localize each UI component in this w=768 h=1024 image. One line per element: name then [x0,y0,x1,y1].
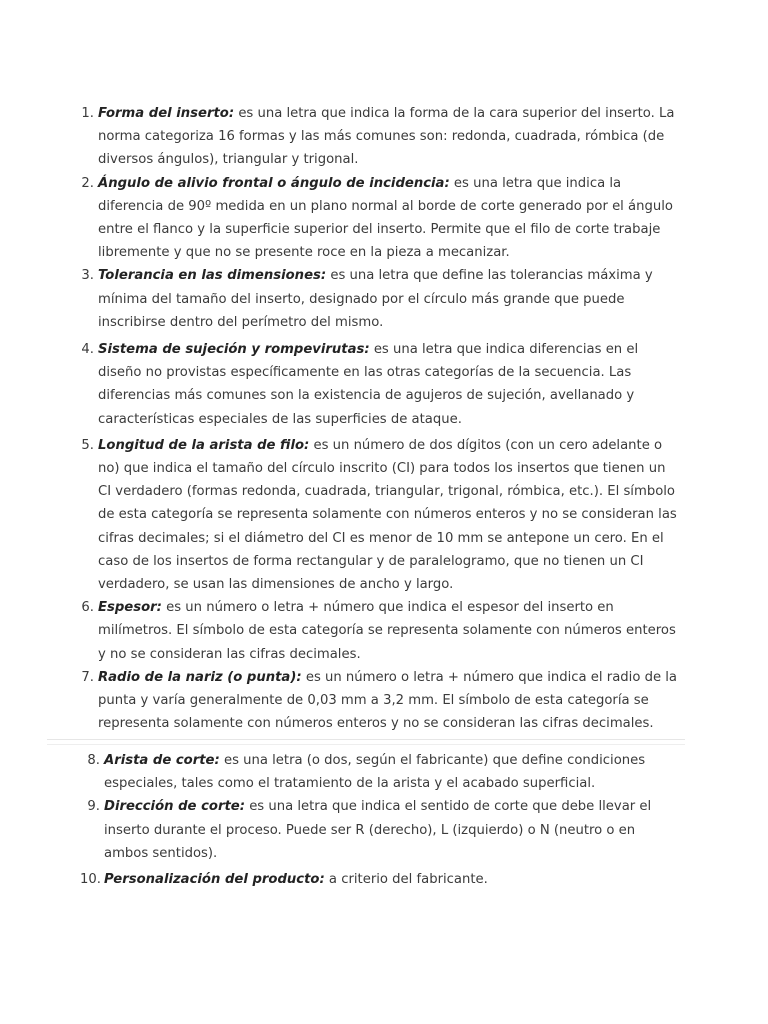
list-item [80,102,680,172]
item-text: es una letra que define las tolerancias máxima y mínima del tamaño del inserto, designado por el círculo más grande que puede inscribirse dentro del perímetro del mismo. [98,268,653,330]
item-number: 1. [81,106,94,121]
item-number: 3. [81,268,94,284]
item-term: Arista de corte: [104,753,220,768]
list-item [80,172,680,265]
item-number: 4. [81,342,94,358]
divider [47,744,685,745]
item-term: Forma del inserto: [98,106,235,121]
item-text: es una letra que indica la diferencia de 90º medida en un plano normal al borde de corte generado por el ángulo entre el flanco y la superficie superior del inserto. Permite que el filo de corte trabaje libremente y que no se presente roce en la pieza a mecanizar. [98,175,673,261]
item-term: Dirección de corte: [104,799,245,815]
definition-list-part2 [80,749,680,891]
item-text: es un número o letra + número que indica el radio de la punta y varía generalmente de 0,03 mm a 3,2 mm. El símbolo de esta categoría se representa solamente con números enteros y no se consideran las cifras decimales. [98,669,678,732]
item-number: 8. [87,753,100,768]
item-term: Ángulo de alivio frontal o ángulo de incidencia: [98,175,450,191]
item-number: 2. [81,175,94,191]
item-text: es un número o letra + número que indica el espesor del inserto en milímetros. El símbolo de esta categoría se representa solamente con números enteros y no se consideran las cifras decimales. [98,600,676,662]
list-item [80,795,680,865]
list-item [80,749,680,795]
list-item [80,338,680,431]
item-number: 10. [80,872,101,888]
item-term: Sistema de sujeción y rompevirutas: [98,342,370,358]
list-item [80,596,680,666]
definition-list-part1 [80,102,680,735]
item-text: es una letra que indica el sentido de corte que debe llevar el inserto durante el proceso. Puede ser R (derecho), L (izquierdo) o N (neutro o en ambos sentidos). [104,799,652,861]
item-term: Personalización del producto: [104,872,325,888]
divider [47,739,685,740]
item-term: Tolerancia en las dimensiones: [98,268,327,284]
list-item [80,868,680,891]
item-text: es una letra que indica diferencias en el diseño no provistas específicamente en las otras categorías de la secuencia. Las diferencias más comunes son la existencia de agujeros de sujeción, avellanado y características especiales de las superficies de ataque. [98,342,639,427]
item-number: 5. [81,437,94,453]
item-term: Radio de la nariz (o punta): [98,669,302,685]
item-text: es un número de dos dígitos (con un cero adelante o no) que indica el tamaño del círculo inscrito (CI) para todos los insertos que tienen un CI verdadero (formas redonda, cuadrada, triangular, trigonal, rómbica, etc.). El símbolo de esta categoría se representa solamente con números enteros y no se consideran las cifras decimales; si el diámetro del CI es menor de 10 mm se antepone un cero. En el caso de los insertos de forma rectangular y de paralelogramo, que no tienen un CI verdadero, se usan las dimensiones de ancho y largo. [98,437,677,593]
item-number: 7. [81,669,94,685]
item-text: es una letra (o dos, según el fabricante) que define condiciones especiales, tales como el tratamiento de la arista y el acabado superficial. [104,753,646,792]
item-term: Longitud de la arista de filo: [98,437,310,453]
list-item [80,264,680,334]
list-item [80,434,680,596]
item-text: a criterio del fabricante. [324,872,488,888]
list-item [80,666,680,736]
item-number: 6. [81,600,94,616]
item-term: Espesor: [98,600,162,616]
item-text: es una letra que indica la forma de la cara superior del inserto. La norma categoriza 16 formas y las más comunes son: redonda, cuadrada, rómbica (de diversos ángulos), triangular y trigonal. [98,106,675,168]
item-number: 9. [87,799,100,815]
